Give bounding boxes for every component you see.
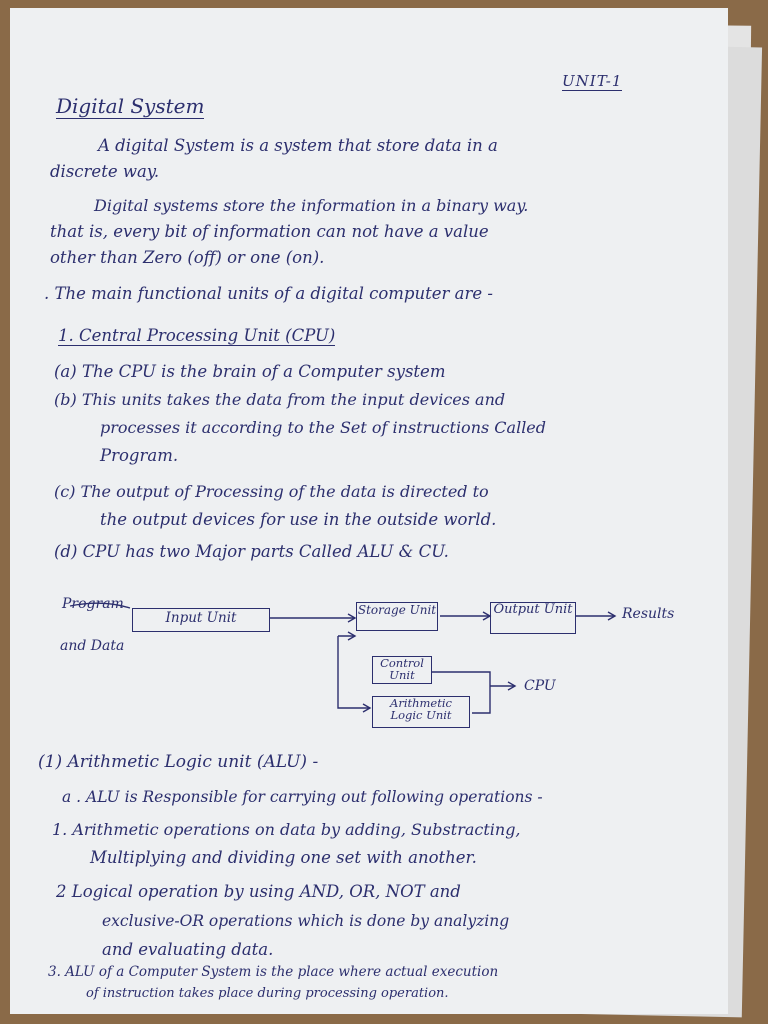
text-line: A digital System is a system that store data in a xyxy=(98,136,498,155)
text-line: that is, every bit of information can not have a value xyxy=(50,222,489,241)
text-line: Program. xyxy=(100,446,179,465)
text-line: (b) This units takes the data from the input devices and xyxy=(54,390,506,409)
text-line: the output devices for use in the outside world. xyxy=(100,510,497,529)
alu-box: Arithmetic Logic Unit xyxy=(372,696,470,728)
section-heading-alu: (1) Arithmetic Logic unit (ALU) - xyxy=(38,752,319,772)
text-line: exclusive-OR operations which is done by analyzing xyxy=(102,912,510,930)
text-line: discrete way. xyxy=(50,162,160,181)
text-line: (d) CPU has two Major parts Called ALU & CU. xyxy=(54,542,449,561)
computer-block-diagram xyxy=(10,8,728,748)
text-line: (a) The CPU is the brain of a Computer system xyxy=(54,362,446,381)
diagram-label-results: Results xyxy=(622,606,675,622)
text-line: 2 Logical operation by using AND, OR, NOT and xyxy=(56,882,461,901)
storage-unit-box: Storage Unit xyxy=(356,602,438,631)
text-line: (c) The output of Processing of the data is directed to xyxy=(54,482,489,501)
text-line: 3. ALU of a Computer System is the place where actual execution xyxy=(48,964,499,980)
text-line: Multiplying and dividing one set with another. xyxy=(90,848,477,867)
diagram-label-program: Program xyxy=(62,596,124,612)
text-line: processes it according to the Set of instructions Called xyxy=(100,418,547,437)
text-line: 1. Arithmetic operations on data by adding, Substracting, xyxy=(52,820,521,839)
diagram-label-and-data: and Data xyxy=(60,638,125,654)
arrow-storage-to-alu xyxy=(338,636,370,708)
diagram-label-cpu: CPU xyxy=(524,678,556,694)
text-line: Digital systems store the information in a binary way. xyxy=(94,196,529,215)
section-heading-text: 1. Central Processing Unit (CPU) xyxy=(58,326,336,345)
input-unit-box: Input Unit xyxy=(132,608,270,632)
page-title: Digital System xyxy=(56,94,205,118)
output-unit-box: Output Unit xyxy=(490,602,576,634)
text-line: other than Zero (off) or one (on). xyxy=(50,248,325,267)
unit-label: UNIT-1 xyxy=(562,72,623,90)
control-unit-box: Control Unit xyxy=(372,656,432,684)
text-line: a . ALU is Responsible for carrying out following operations - xyxy=(62,788,543,806)
text-line: . The main functional units of a digital computer are - xyxy=(44,284,493,303)
text-line: of instruction takes place during processing operation. xyxy=(86,986,449,1001)
text-line: and evaluating data. xyxy=(102,940,274,959)
notebook-page xyxy=(10,8,728,1014)
